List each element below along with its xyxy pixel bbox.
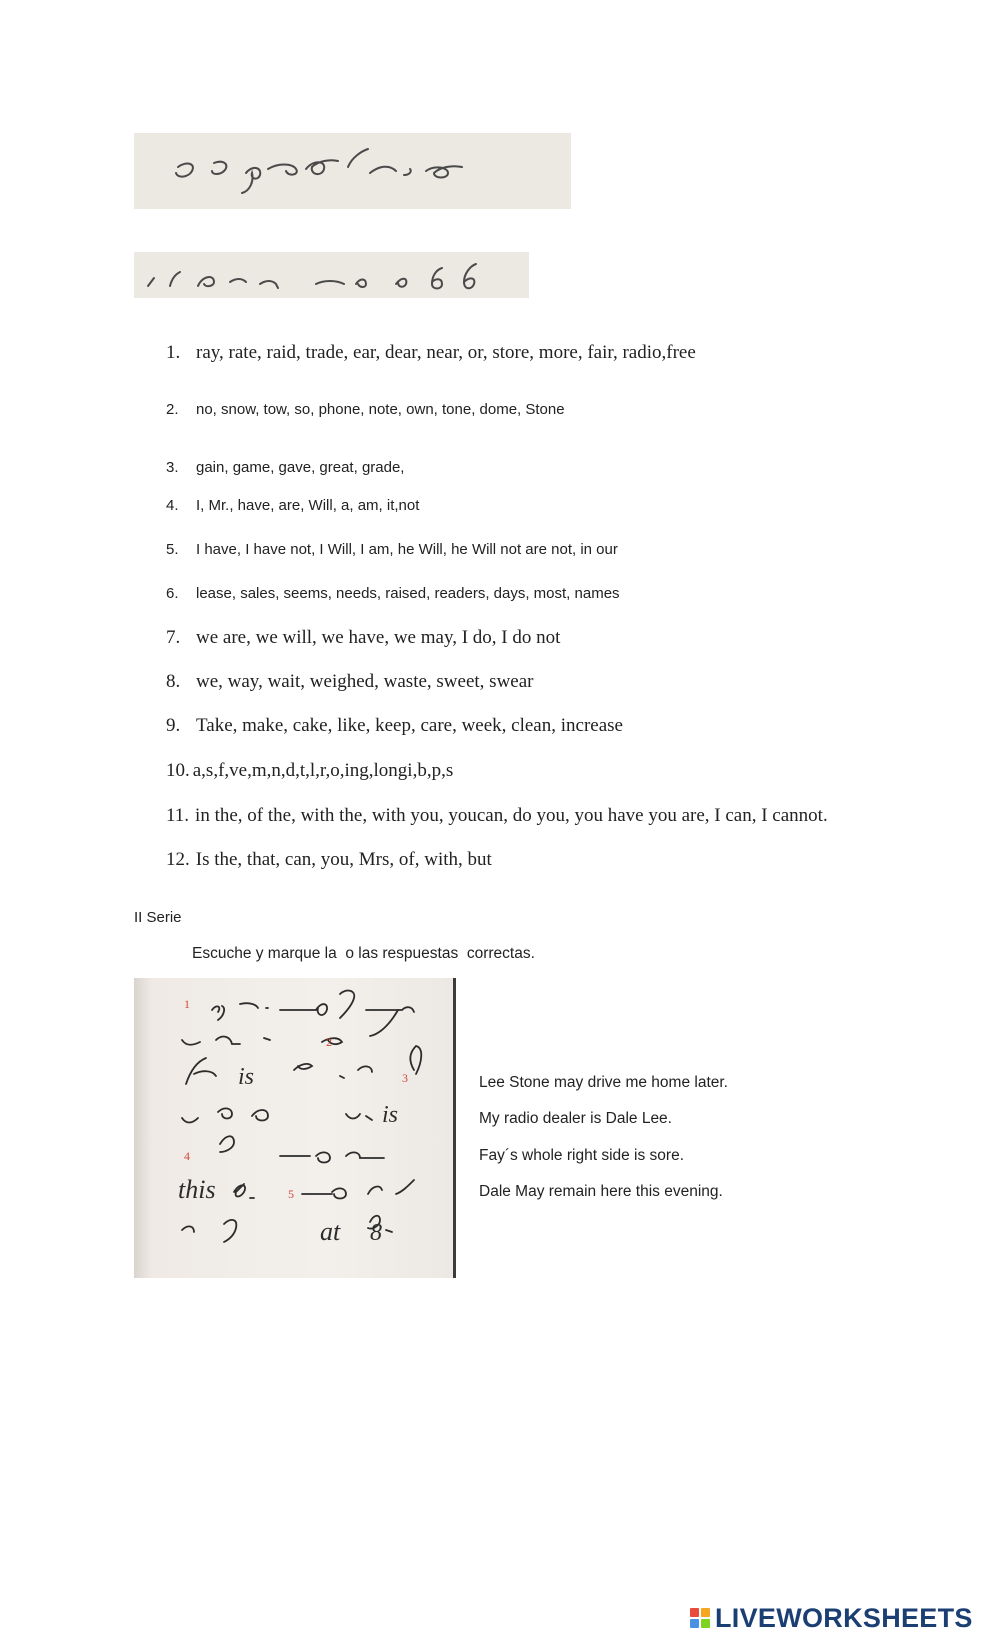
list-item bbox=[166, 459, 404, 476]
list-item-text: Is the, that, can, you, Mrs, of, with, but bbox=[195, 849, 492, 870]
list-item-number: 4. bbox=[166, 497, 179, 514]
list-item-text: no, snow, tow, so, phone, note, own, tone, dome, Stone bbox=[196, 401, 565, 418]
list-item bbox=[166, 342, 696, 364]
exercise-marker: 2 bbox=[326, 1035, 332, 1049]
list-item-text: in the, of the, with the, with you, youcan, do you, you have you are, I can, I cannot. bbox=[195, 805, 828, 826]
handwritten-word: 8 bbox=[370, 1220, 382, 1246]
list-item-text: we, way, wait, weighed, waste, sweet, swear bbox=[196, 671, 534, 692]
list-item-number: 5. bbox=[166, 541, 179, 558]
list-item bbox=[166, 585, 620, 602]
answer-option[interactable]: Dale May remain here this evening. bbox=[479, 1183, 723, 1200]
list-item bbox=[166, 401, 565, 418]
list-item-number: 10. bbox=[166, 760, 190, 781]
exercise-marker: 3 bbox=[402, 1071, 408, 1085]
handwriting-strokes bbox=[134, 978, 456, 1278]
list-item-number: 9. bbox=[166, 715, 181, 736]
shorthand-strip-2 bbox=[134, 252, 529, 298]
list-item bbox=[166, 497, 419, 514]
list-item bbox=[166, 849, 492, 871]
answer-option[interactable]: Fay´s whole right side is sore. bbox=[479, 1147, 685, 1164]
section-title: II Serie bbox=[134, 909, 182, 926]
list-item-number: 3. bbox=[166, 459, 179, 476]
handwritten-word: is bbox=[382, 1102, 399, 1128]
answer-option[interactable]: Lee Stone may drive me home later. bbox=[479, 1074, 728, 1091]
logo-icon bbox=[690, 1608, 710, 1628]
shorthand-strokes bbox=[134, 133, 571, 209]
list-item bbox=[166, 627, 560, 649]
shorthand-strip-1 bbox=[134, 133, 571, 209]
list-item bbox=[166, 805, 828, 827]
list-item-number: 11. bbox=[166, 805, 190, 826]
list-item bbox=[166, 671, 533, 693]
list-item-number: 8. bbox=[166, 671, 181, 692]
answer-option[interactable]: My radio dealer is Dale Lee. bbox=[479, 1110, 672, 1127]
liveworksheets-logo bbox=[690, 1600, 973, 1636]
list-item-number: 7. bbox=[166, 627, 181, 648]
list-item bbox=[166, 541, 618, 558]
list-item-text: a,s,f,ve,m,n,d,t,l,r,o,ing,longi,b,p,s bbox=[192, 760, 454, 781]
list-item-text: I, Mr., have, are, Will, a, am, it,not bbox=[196, 497, 420, 514]
shorthand-strokes-2 bbox=[134, 252, 529, 298]
image-edge bbox=[453, 978, 456, 1278]
list-item-number: 6. bbox=[166, 585, 179, 602]
logo-text: LIVEWORKSHEETS bbox=[715, 1602, 973, 1633]
exercise-marker: 5 bbox=[288, 1187, 294, 1201]
handwritten-word: this bbox=[178, 1175, 216, 1204]
list-item-text: I have, I have not, I Will, I am, he Will, he Will not are not, in our bbox=[196, 541, 618, 558]
list-item-text: we are, we will, we have, we may, I do, I do not bbox=[196, 627, 561, 648]
shorthand-exercise-image bbox=[134, 978, 456, 1278]
list-item-number: 2. bbox=[166, 401, 179, 418]
list-item bbox=[166, 760, 453, 782]
handwritten-word: at bbox=[320, 1217, 341, 1246]
exercise-marker: 1 bbox=[184, 997, 190, 1011]
list-item bbox=[166, 715, 623, 737]
list-item-number: 12. bbox=[166, 849, 190, 870]
exercise-marker: 4 bbox=[184, 1149, 190, 1163]
list-item-text: ray, rate, raid, trade, ear, dear, near, or, store, more, fair, radio,free bbox=[196, 342, 696, 363]
list-item-text: lease, sales, seems, needs, raised, readers, days, most, names bbox=[196, 585, 620, 602]
section-instruction: Escuche y marque la o las respuestas correctas. bbox=[192, 945, 535, 962]
handwritten-word: is bbox=[238, 1064, 255, 1090]
list-item-number: 1. bbox=[166, 342, 181, 363]
list-item-text: Take, make, cake, like, keep, care, week, clean, increase bbox=[196, 715, 623, 736]
list-item-text: gain, game, gave, great, grade, bbox=[196, 459, 405, 476]
